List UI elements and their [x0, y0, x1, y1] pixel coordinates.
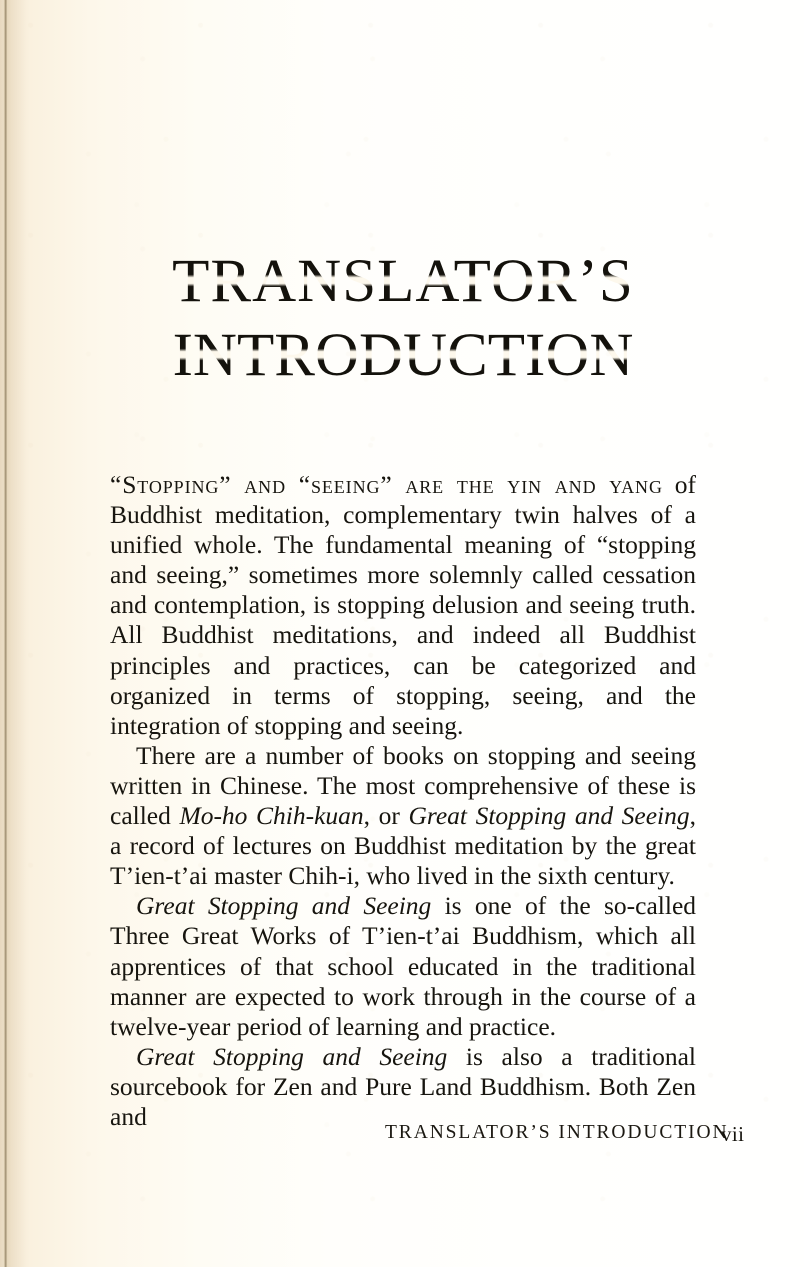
running-footer-title: TRANSLATOR’S INTRODUCTION: [385, 1122, 729, 1143]
book-title-great-stopping-and-seeing: Great Stopping and Seeing: [136, 891, 432, 921]
chapter-title: [106, 245, 700, 393]
paragraph-3-seg-2: is one of the so-called Three Great Works of T’ien-t’ai Buddhism, which all apprentices of that school educated in the traditional manner are expected to work through in the course of a twelve-year period of learning and practice.: [110, 891, 697, 1041]
body-text: [110, 470, 696, 1132]
book-title-great-stopping-and-seeing: Great Stopping and Seeing: [136, 1041, 448, 1071]
paragraph-1-text: of Buddhist meditation, complementary twin halves of a unified whole. The fundamental meaning of “stopping and seeing,” sometimes more solemnly called cessation and contemplation, is stopping delusion and seeing truth. All Buddhist meditations, and indeed all Buddhist principles and practices, can be categorized and organized in terms of stopping, seeing, and the integration of stopping and seeing.: [110, 470, 696, 740]
paragraph-4: [110, 1042, 696, 1132]
running-footer: [110, 1122, 745, 1148]
paragraph-2-seg-1: There are a number of books on stopping and seeing written in Chinese. The most comprehensive of these is called: [110, 740, 696, 831]
page-bottom-edge: [0, 1267, 804, 1280]
paragraph-1: [110, 470, 696, 741]
book-title-great-stopping-and-seeing: Great Stopping and Seeing: [408, 801, 690, 831]
opening-small-caps: “Stopping” and “seeing” are the yin and yang: [110, 470, 663, 499]
paragraph-3: [110, 891, 696, 1041]
book-gutter-line: [4, 0, 7, 1280]
chapter-title-line-1: TRANSLATOR’S: [106, 245, 700, 319]
paragraph-2: [110, 741, 696, 891]
paragraph-2-seg-5: , a record of lectures on Buddhist meditation by the great T’ien-t’ai master Chih-i, who lived in the sixth century.: [110, 801, 696, 891]
book-title-mo-ho-chih-kuan: Mo-ho Chih-kuan: [179, 801, 364, 831]
chapter-title-line-2: INTRODUCTION: [106, 319, 700, 393]
paragraph-4-seg-2: is also a traditional sourcebook for Zen and Pure Land Buddhism. Both Zen and: [110, 1041, 696, 1131]
page-number: vii: [721, 1122, 745, 1146]
paragraph-2-seg-3: , or: [363, 801, 409, 831]
page-content: [110, 0, 745, 1280]
